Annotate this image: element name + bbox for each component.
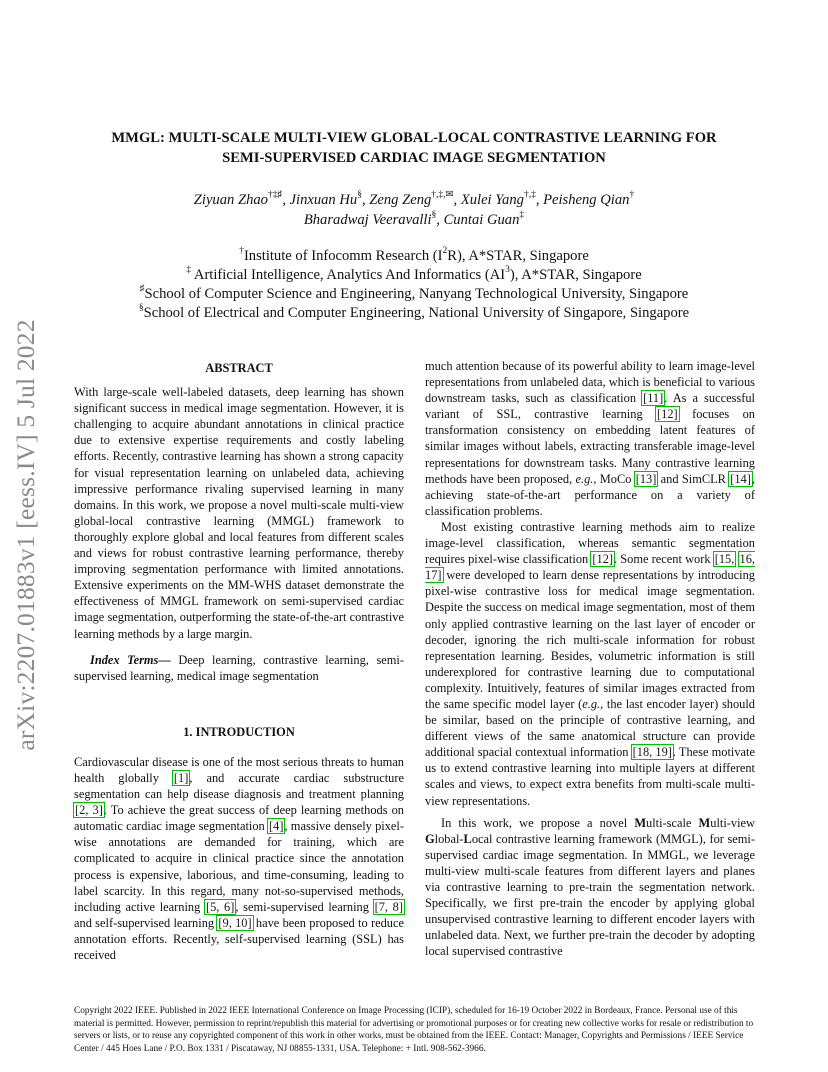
introduction-heading: 1. INTRODUCTION	[183, 724, 295, 739]
author-affil-mark: †	[629, 190, 635, 201]
body-paragraph-3: In this work, we propose a novel Multi-scale Multi-view Global-Local contrastive learning framework (MMGL), for semi-supervised cardiac image segmentation. In MMGL, we leverage multi-view multi-scale features from different layers and planes via contrastive learning to pre-train the segmentation network. Specifically, we first pre-train the encoder by applying global unsupervised contrastive learning to different encoder layers with unlabeled data. Next, we further pre-train the decoder by adopting local supervised contrastive	[425, 815, 755, 959]
title-line-1: MMGL: MULTI-SCALE MULTI-VIEW GLOBAL-LOCAL CONTRASTIVE LEARNING FOR	[111, 130, 717, 146]
author-line-2: Bharadwaj Veeravalli§, Cuntai Guan‡	[303, 210, 525, 228]
citation-link[interactable]: [14]	[730, 471, 751, 486]
affiliations	[74, 247, 754, 323]
citation-link[interactable]: [15,	[714, 552, 735, 567]
author-name: Cuntai Guan	[443, 212, 520, 228]
right-column	[425, 358, 755, 959]
index-terms: Index Terms— Deep learning, contrastive learning, semi-supervised learning, medical image segmentation	[74, 652, 404, 683]
abstract-text: With large-scale well-labeled datasets, deep learning has shown significant success in medical image segmentation. However, it is challenging to acquire abundant annotations in clinical practice due to extensive expertise requirements and costly labeling efforts. Recently, contrastive learning has shown a strong capacity for visual representation learning on unlabeled data, achieving impressive performance rivaling supervised learning in many domains. In this work, we propose a novel multi-scale multi-view global-local contrastive learning (MMGL) framework to thoroughly explore global and local features from different scales and views for robust contrastive learning performance, thereby improving segmentation performance with limited annotations. Extensive experiments on the MM-WHS dataset demonstrate the effectiveness of MMGL framework on semi-supervised cardiac image segmentation, outperforming the state-of-the-art contrastive learning methods by a large margin.	[74, 385, 404, 641]
author-affil-mark: †‡♯	[267, 190, 283, 201]
citation-link[interactable]: [7, 8]	[374, 899, 403, 914]
author-affil-mark: §	[357, 190, 362, 201]
author-affil-mark: †,‡	[523, 190, 536, 201]
paper-title	[74, 128, 754, 168]
citation-link[interactable]: [5, 6]	[205, 899, 235, 914]
citation-link[interactable]: [13]	[635, 471, 657, 486]
left-column	[74, 360, 404, 963]
author-name: Peisheng Qian	[543, 192, 630, 208]
title-line-2: SEMI-SUPERVISED CARDIAC IMAGE SEGMENTATION	[222, 150, 606, 166]
author-name: Jinxuan Hu	[289, 192, 358, 208]
author-affil-mark: ‡	[519, 210, 525, 221]
affiliation-3: ♯School of Computer Science and Engineering, Nanyang Technological University, Singapore	[139, 284, 689, 302]
author-name: Bharadwaj Veeravalli	[303, 212, 432, 228]
author-name: Zeng Zeng	[369, 192, 432, 208]
author-name: Xulei Yang	[460, 192, 524, 208]
citation-link[interactable]: [12]	[657, 407, 678, 422]
affiliation-2: ‡ Artificial Intelligence, Analytics And Informatics $(AI^3)$, A*STAR, Singapore	[186, 265, 642, 283]
body-paragraph-2: Most existing contrastive learning methods aim to realize image-level classification, whereas semantic segmentation requires pixel-wise classification [12]. Some recent work [15, 16, 17] were developed to learn dense representations by introducing pixel-wise contrastive loss for medical image segmentation. Despite the success on medical image segmentation, most of them only applied contrastive learning on the last layer of encoder or decoder, ignoring the rich multi-scale information for robust representation learning. Besides, volumetric information is still underexplored for contrastive learning due to computational complexity. Intuitively, features of similar images extracted from the same specific model layer (e.g., the last encoder layer) should be similar, based on the principle of contrastive learning, and different views of the same anatomical structure can provide additional spacial contextual information [18, 19]. These motivate us to extend contrastive learning into multiple layers at different scales and views, to expect extra benefits from multi-scale multi-view representations.	[425, 519, 756, 808]
citation-link[interactable]: 16, 17]	[425, 552, 755, 583]
author-affil-mark: §	[431, 210, 437, 221]
citation-link[interactable]: [4]	[269, 819, 284, 834]
affiliation-4: §School of Electrical and Computer Engineering, National University of Singapore, Singapore	[138, 303, 690, 321]
author-list	[74, 190, 754, 230]
citation-link[interactable]: [18, 19]	[632, 745, 672, 760]
citation-link[interactable]: [12]	[592, 552, 614, 567]
index-terms-label: Index Terms—	[90, 652, 171, 667]
citation-link[interactable]: [9, 10]	[218, 915, 252, 930]
citation-link[interactable]: [2, 3]	[75, 803, 103, 818]
introduction-paragraph: Cardiovascular disease is one of the most serious threats to human health globally [1], and accurate cardiac substructure segmentation can help disease diagnosis and treatment planning [2, 3]. To achieve the great success of deep learning methods on automatic cardiac image segmentation [4], massive densely pixel-wise annotations are demanded for training, which are complicated to acquire in clinical practice since the annotation process is expensive, laborious, and time-consuming, leading to label scarcity. In this regard, many not-so-supervised methods, including active learning [5, 6], semi-supervised learning [7, 8] and self-supervised learning [9, 10] have been proposed to reduce annotation efforts. Recently, self-supervised learning (SSL) has received	[74, 754, 404, 962]
citation-link[interactable]: [11]	[643, 391, 664, 406]
arxiv-identifier: arXiv:2207.01883v1 [eess.IV] 5 Jul 2022	[11, 319, 40, 751]
copyright-notice: Copyright 2022 IEEE. Published in 2022 IEEE International Conference on Image Processing (ICIP), scheduled for 16-19 October 2022 in Bordeaux, France. Personal use of this material is permitted. However, permission to reprint/republish this material for advertising or promotional purposes or for creating new collective works for resale or redistribution to servers or lists, or to reuse any copyrighted component of this work in other works, must be obtained from the IEEE. Contact: Manager, Copyrights and Permissions / IEEE Service Center / 445 Hoes Lane / P.O. Box 1331 / Piscataway, NJ 08855-1331, USA. Telephone: + Intl. 908-562-3966.	[74, 1006, 754, 1054]
author-line-1: Ziyuan Zhao†‡♯, Jinxuan Hu§, Zeng Zeng†,‡,✉, Xulei Yang†,‡, Peisheng Qian†	[193, 190, 635, 208]
citation-link[interactable]: [1]	[173, 770, 189, 785]
abstract-heading: ABSTRACT	[205, 361, 273, 375]
author-affil-mark: †,‡,✉	[431, 190, 454, 201]
author-name: Ziyuan Zhao	[193, 192, 268, 208]
affiliation-1: †Institute of Infocomm Research $(I^2R)$, A*STAR, Singapore	[239, 246, 589, 264]
body-paragraph-1: much attention because of its powerful ability to learn image-level representations from unlabeled data, which is beneficial to various downstream tasks, such as classification [11]. As a successful variant of SSL, contrastive learning [12] focuses on transformation consistency on embedding latent features of similar images without labels, extracting transferable image-level representations for downstream tasks. Many contrastive learning methods have been proposed, e.g., MoCo [13] and SimCLR [14], achieving state-of-the-art performance on a variety of classification problems.	[425, 359, 755, 518]
